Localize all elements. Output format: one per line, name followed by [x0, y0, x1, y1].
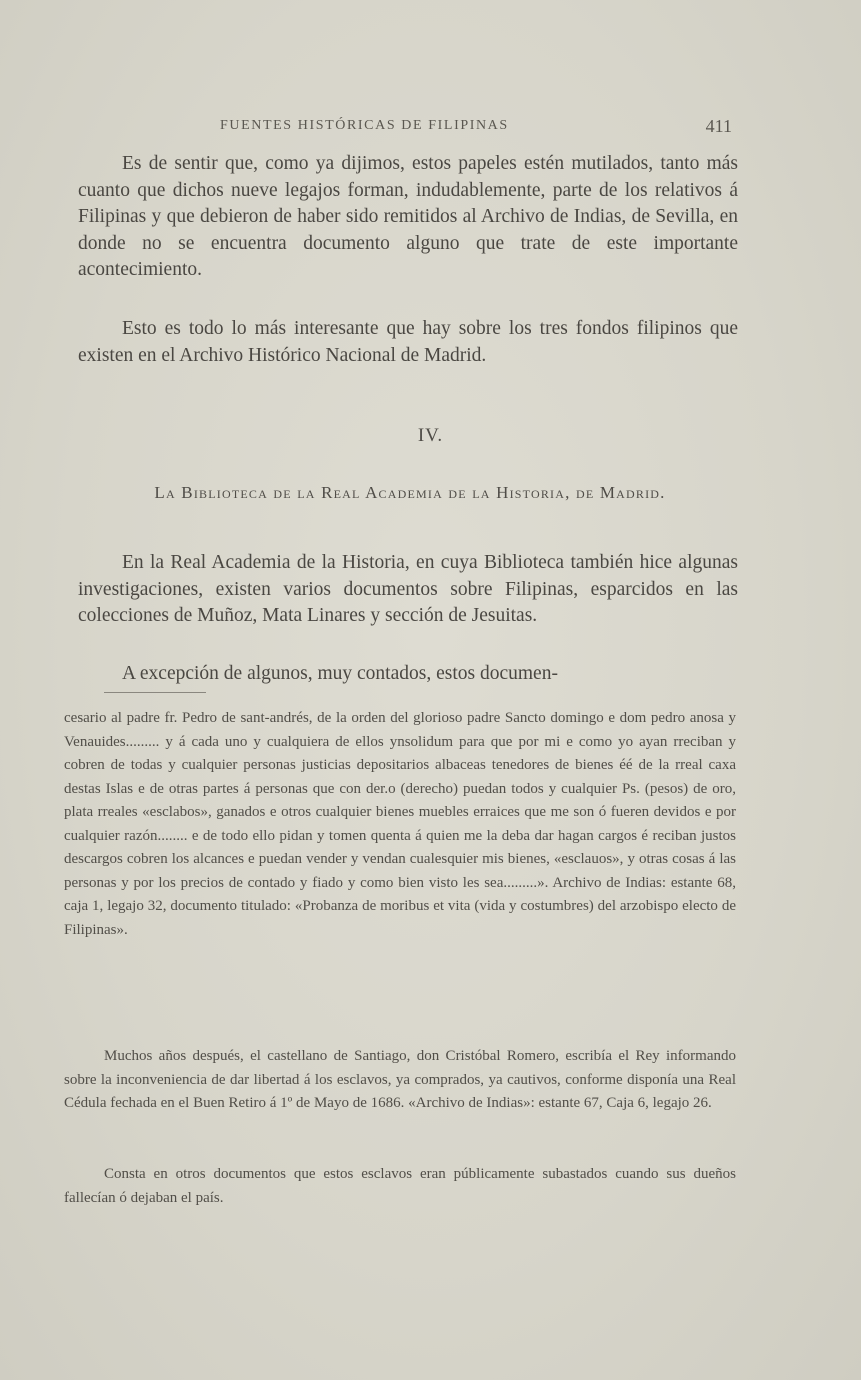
footnote-text: cesario al padre fr. Pedro de sant-andrés, de la orden del glorioso padre Sancto domingo e dom pedro anosa y Venauides......... y á cada uno y cualquiera de ellos ynsolidum para que por mi e como yo ayan rreciban y cobren de todas y cualquier personas justicias depositarios albaceas tenedores de bienes éé de la rreal caxa destas Islas e de otras partes á personas que con der.o (derecho) puedan todos y cualquier Ps. (pesos) de oro, plata rreales «esclabos», ganados e otros cualquier bienes muebles erraices que me son ó fueren devidos e por cualquier razón........ e de todo ello pidan y tomen quenta á quien me la deba dar hagan cargos é reciban justos descargos cobren los alcances e puedan vender y vendan cualesquier mis bienes, «esclauos», y otras cosas á las personas y por los precios de contado y fiado y como bien visto les sea.........». Archivo de Indias: estante 68, caja 1, legajo 32, documento titulado: «Probanza de moribus et vita (vida y costumbres) del arzobispo electo de Filipinas». — [64, 710, 736, 938]
paragraph-text: Es de sentir que, como ya dijimos, estos papeles estén mutilados, tanto más cuanto que dichos nueve legajos forman, indudablemente, parte de los relativos á Filipinas y que debieron de haber sido remitidos al Archivo de Indias, de Sevilla, en donde no se encuentra documento alguno que trate de este importante acontecimiento. — [78, 153, 738, 280]
paragraph-text: En la Real Academia de la Historia, en cuya Biblioteca también hice algunas investigaciones, existen varios documentos sobre Filipinas, esparcidos en las colecciones de Muñoz, Mata Linares y sección de Jesuitas. — [78, 552, 738, 626]
footnote-1 — [64, 707, 736, 942]
section-numeral: IV. — [417, 425, 444, 446]
paragraph-text: Esto es todo lo más interesante que hay sobre los tres fondos filipinos que existen en el Archivo Histórico Nacional de Madrid. — [78, 318, 738, 366]
paragraph-text: A excepción de algunos, muy contados, estos documen- — [122, 663, 558, 684]
body-paragraph-2 — [78, 316, 738, 369]
body-paragraph-4 — [78, 661, 738, 688]
page-number: 411 — [705, 116, 732, 136]
running-head — [80, 118, 738, 140]
section-title: La Biblioteca de la Real Academia de la Historia, de Madrid. — [154, 483, 666, 502]
footnote-text: Muchos años después, el castellano de Santiago, don Cristóbal Romero, escribía el Rey informando sobre la inconveniencia de dar libertad á los esclavos, ya comprados, ya cautivos, conforme disponía una Real Cédula fechada en el Buen Retiro á 1º de Mayo de 1686. «Archivo de Indias»: estante 67, Caja 6, legajo 26. — [64, 1048, 736, 1111]
body-paragraph-1 — [78, 151, 738, 284]
running-title: FUENTES HISTÓRICAS DE FILIPINAS — [220, 118, 509, 133]
footnote-divider — [104, 692, 206, 693]
footnote-text: Consta en otros documentos que estos esclavos eran públicamente subastados cuando sus dueños fallecían ó dejaban el país. — [64, 1166, 736, 1206]
footnote-2 — [64, 1045, 736, 1116]
footnote-3 — [64, 1163, 736, 1210]
body-paragraph-3 — [78, 550, 738, 630]
